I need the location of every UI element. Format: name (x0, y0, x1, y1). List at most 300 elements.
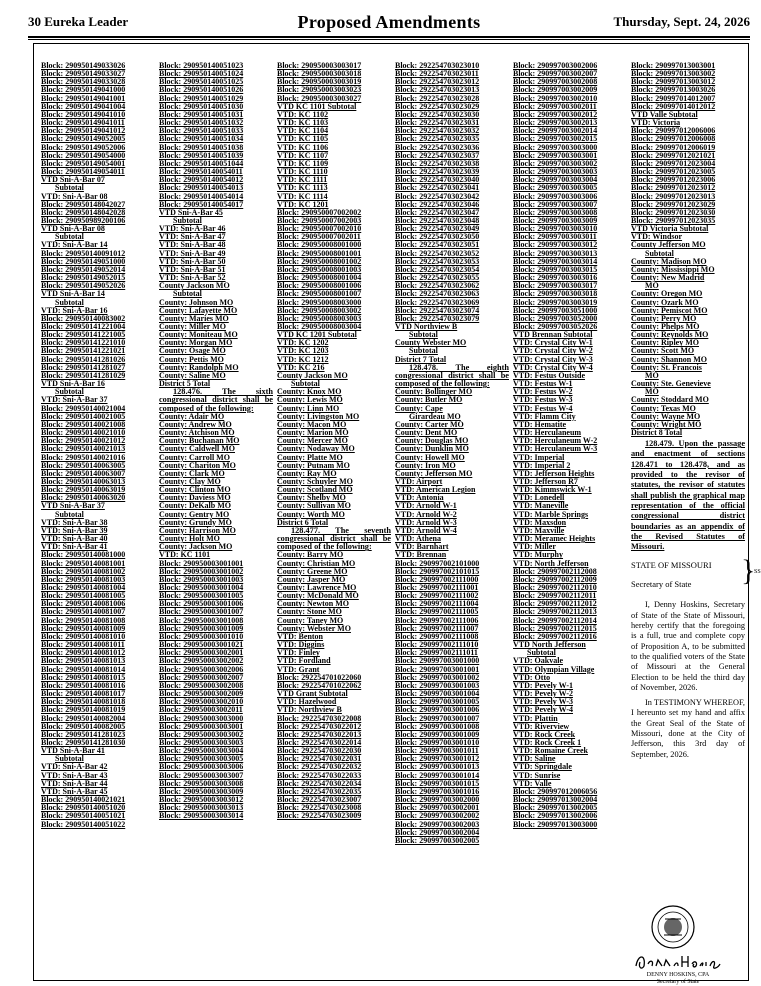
block-entry: Block: 290950140021004 (41, 403, 126, 413)
vtd-entry: VTD Sni-A-Bar 07 (41, 175, 105, 185)
county-entry: County: Ozark MO (631, 297, 699, 307)
county-entry: County: Newton MO (277, 599, 349, 609)
vtd-entry: VTD: American Legion (395, 485, 476, 495)
block-entry: Block: 292254703023030 (395, 109, 480, 119)
block-entry: Block: 290950003003013 (159, 803, 244, 813)
vtd-entry: VTD Brennan Subtotal (513, 330, 593, 340)
vtd-entry: VTD: Athena (395, 534, 442, 544)
county-entry: County: Chariton MO (159, 460, 236, 470)
header-rule (28, 36, 750, 38)
block-entry: Block: 290997002112012 (513, 599, 597, 609)
block-entry: Block: 292254703022012 (277, 721, 362, 731)
vtd-entry: VTD: KC 1203 (277, 346, 329, 356)
block-entry: Block: 292254703023029 (395, 101, 480, 111)
block-entry: Block: 290997012023013 (631, 191, 716, 201)
county-entry: County: Jefferson MO (395, 468, 473, 478)
block-entry: Block: 290997003001004 (395, 689, 480, 699)
county-entry: County: McDonald MO (277, 591, 359, 601)
block-entry: Block: 290997003002000 (395, 795, 480, 805)
vtd-entry: VTD: Maneville (513, 501, 569, 511)
block-entry: Block: 290997003001000 (395, 656, 480, 666)
vtd-entry: VTD: Sni-A-Bar 49 (159, 248, 226, 258)
entry-subtotal-line: Subtotal (291, 379, 320, 389)
block-entry: Block: 290950007002003 (277, 215, 362, 225)
vtd-entry: VTD: Grant (277, 664, 320, 674)
issue-date: Thursday, Sept. 24, 2026 (613, 14, 750, 29)
county-entry: County: Holt MO (159, 534, 220, 544)
block-entry: Block: 290997003001012 (395, 754, 480, 764)
block-entry: Block: 290950003003017 (277, 61, 362, 70)
county-entry: County: Barry MO (277, 550, 344, 560)
block-entry: Block: 290997013003001 (631, 61, 716, 70)
block-entry: Block: 290997002111002 (395, 591, 479, 601)
vtd-entry: VTD: Springdale (513, 762, 572, 772)
block-entry: Block: 292254703023069 (395, 297, 480, 307)
vtd-entry: VTD: Jefferson R7 (513, 476, 578, 486)
block-entry: Block: 290997013002004 (513, 795, 598, 805)
block-entry: Block: 290997002111011 (395, 648, 478, 658)
county-entry: County: Dunklin MO (395, 444, 469, 454)
entry-subtotal-line: Subtotal (55, 509, 84, 519)
block-entry: Block: 290950149033028 (41, 77, 126, 87)
block-entry: Block: 290950140051021 (41, 811, 126, 821)
vtd-entry: VTD: KC 1212 (277, 354, 329, 364)
block-entry: Block: 290950140051025 (159, 77, 244, 87)
entry-subtotal-line: Subtotal (55, 232, 84, 242)
vtd-entry: VTD: Imperial 2 (513, 460, 571, 470)
block-entry: Block: 290997003052026 (513, 322, 598, 331)
block-entry: Block: 290950149054001 (41, 158, 126, 168)
block-entry: Block: 290950003001009 (159, 623, 244, 633)
vtd-entry: VTD Valle Subtotal (631, 109, 698, 119)
block-entry: Block: 290997014012012 (631, 101, 716, 111)
county-entry: County: Johnson MO (159, 297, 234, 307)
block-entry: Block: 290950008001000 (277, 240, 362, 250)
vtd-entry: VTD: Pevely W-4 (513, 705, 573, 715)
block-entry: Block: 290950003001001 (159, 558, 244, 568)
vtd-entry: VTD: Murphy (513, 550, 564, 560)
block-entry: Block: 292254703023055 (395, 273, 480, 283)
block-entry: Block: 290950140054014 (159, 191, 244, 201)
block-entry: Block: 292254703023013 (395, 85, 480, 95)
vtd-entry: VTD: Sni-A-Bar 38 (41, 517, 108, 527)
vtd-entry: VTD: Riverview (513, 721, 570, 731)
county-entry: County: Ripley MO (631, 338, 699, 348)
block-entry: Block: 290997003001013 (395, 762, 480, 772)
vtd-entry: VTD: Saline (513, 754, 556, 764)
block-entry: Block: 290950140051032 (159, 118, 244, 128)
block-entry: Block: 290997002111004 (395, 599, 479, 609)
block-entry: Block: 290950003002011 (159, 705, 243, 715)
county-entry: County: Putnam MO (277, 460, 350, 470)
block-entry: Block: 290997002112008 (513, 566, 597, 576)
block-entry: Block: 290950140021013 (41, 444, 126, 454)
vtd-entry: VTD: Festus W-3 (513, 395, 573, 405)
block-entry: Block: 290997012006019 (631, 142, 716, 152)
ss-label: SS (754, 569, 761, 576)
county-entry: County: Mercer MO (277, 436, 348, 446)
entry-subtotal-line: MO (645, 281, 659, 291)
block-entry: Block: 290997002112013 (513, 607, 597, 617)
block-entry: Block: 290950003003007 (159, 770, 244, 780)
block-entry: Block: 290950140083002 (41, 313, 126, 323)
block-entry: Block: 290997003002015 (513, 134, 598, 144)
block-entry: Block: 292254703023053 (395, 256, 480, 266)
block-entry: Block: 290950140054013 (159, 183, 244, 193)
block-entry: Block: 290950149041012 (41, 126, 126, 136)
block-entry: Block: 290950140054012 (159, 175, 244, 185)
entry-subtotal-line: Subtotal (173, 289, 202, 299)
vtd-entry: VTD Sni-A-Bar 16 (41, 379, 105, 389)
block-entry: Block: 292254703022031 (277, 754, 362, 764)
block-entry: Block: 290950140051034 (159, 134, 244, 144)
county-entry: County: Clinton MO (159, 485, 231, 495)
county-entry: County: Linn MO (277, 403, 340, 413)
block-entry: Block: 292254703023031 (395, 118, 480, 128)
block-entry: Block: 290950989200106 (41, 215, 126, 225)
block-entry: Block: 292254703022013 (277, 729, 362, 739)
vtd-entry: VTD: Sni-A-Bar 43 (41, 770, 108, 780)
vtd-entry: VTD: Sni-A-Bar 47 (159, 232, 226, 242)
block-entry: Block: 290997002112014 (513, 615, 597, 625)
section-paragraph: 128.476. The sixth congressional district shall be composed of the following: (159, 387, 273, 413)
block-entry: Block: 290997003003013 (513, 248, 598, 258)
block-entry: Block: 292254703023047 (395, 207, 480, 217)
block-entry: Block: 290997002112016 (513, 631, 597, 641)
vtd-entry: VTD Sni-A-Bar 14 (41, 289, 105, 299)
block-entry: Block: 290950140051038 (159, 142, 244, 152)
block-entry: Block: 290950003003023 (277, 85, 362, 95)
vtd-entry: VTD: Miller (513, 542, 556, 552)
vtd-entry: VTD: North Jefferson (513, 558, 589, 568)
block-entry: Block: 292254703023074 (395, 305, 480, 315)
block-entry: Block: 290997002111007 (395, 623, 479, 633)
block-entry: Block: 290950141281029 (41, 370, 126, 380)
signer-title: Secretary of State (656, 979, 700, 985)
vtd-entry: VTD: Sni-A-Bar 44 (41, 778, 108, 788)
block-entry: Block: 290950003003019 (277, 77, 362, 87)
column-1 (41, 62, 155, 829)
block-entry: Block: 290950008003000 (277, 297, 362, 307)
page-number-paper: 30 Eureka Leader (28, 14, 129, 29)
block-entry: Block: 290950140063005 (41, 460, 126, 470)
block-entry: Block: 290997012023006 (631, 175, 716, 185)
block-entry: Block: 290997002101015 (395, 566, 480, 576)
vtd-entry: VTD: Festus W-2 (513, 387, 573, 397)
block-entry: Block: 290950140081000 (41, 550, 126, 560)
block-entry: Block: 290950140021021 (41, 795, 126, 805)
county-entry: County: Taney MO (277, 615, 344, 625)
county-entry: County: Saline MO (159, 370, 226, 380)
block-entry: Block: 290950149033027 (41, 69, 126, 79)
county-entry: County: New Madrid (631, 273, 705, 283)
vtd-entry: VTD Sni-A-Bar 41 (41, 746, 105, 756)
vtd-entry: VTD: Sni-A-Bar 51 (159, 264, 226, 274)
block-entry: Block: 292254701022060 (277, 672, 362, 682)
block-entry: Block: 290997002111001 (395, 583, 479, 592)
county-entry: County: Daviess MO (159, 493, 231, 503)
county-entry: County: Texas MO (631, 403, 696, 413)
vtd-entry: VTD: Sunrise (513, 770, 561, 780)
vtd-entry: VTD: Festus W-1 (513, 379, 573, 389)
block-entry: Block: 290950140082004 (41, 713, 126, 723)
vtd-entry: VTD: Crystal City W-2 (513, 346, 593, 356)
vtd-entry: VTD Grant Subtotal (277, 689, 348, 699)
vtd-entry: VTD: Sni-A-Bar 39 (41, 525, 108, 535)
block-entry: Block: 290997002112010 (513, 583, 597, 592)
block-entry: Block: 290997003001006 (395, 705, 480, 715)
block-entry: Block: 290950003001005 (159, 591, 244, 601)
block-entry: Block: 290997002101000 (395, 558, 480, 568)
block-entry: Block: 290997003003005 (513, 183, 598, 193)
vtd-entry: VTD: Imperial (513, 452, 565, 462)
block-entry: Block: 290997012021021 (631, 150, 716, 160)
county-entry: County: Platte MO (277, 452, 343, 462)
block-entry: Block: 290997003003018 (513, 289, 598, 299)
block-entry: Block: 290950140051033 (159, 126, 244, 136)
block-entry: Block: 290997003002011 (513, 101, 597, 111)
county-entry: County: Shannon MO (631, 354, 708, 364)
block-entry: Block: 290950003001007 (159, 607, 244, 617)
block-entry: Block: 290950141221005 (41, 330, 126, 340)
block-entry: Block: 290997003003000 (513, 142, 598, 152)
vtd-entry: VTD North Jefferson (513, 640, 586, 650)
block-entry: Block: 290950003003009 (159, 786, 244, 796)
vtd-entry: VTD: Sni-A-Bar 08 (41, 191, 108, 201)
county-entry: County: Lafayette MO (159, 305, 238, 315)
block-entry: Block: 292254703023038 (395, 158, 480, 168)
vtd-entry: VTD: Sni-A-Bar 50 (159, 256, 226, 266)
vtd-entry: VTD: KC 1105 (277, 134, 329, 144)
block-entry: Block: 290950140081009 (41, 623, 126, 633)
block-entry: Block: 290950003002007 (159, 672, 244, 682)
block-entry: Block: 290997002111008 (395, 631, 479, 641)
block-entry: Block: 290997012006056 (513, 786, 598, 796)
vtd-entry: VTD: Sni-A-Bar 16 (41, 305, 108, 315)
vtd-entry: VTD: Arnold W-2 (395, 509, 457, 519)
block-entry: Block: 290950140051024 (159, 69, 244, 79)
block-entry: Block: 290950003002001 (159, 648, 244, 658)
block-entry: Block: 290997012006008 (631, 134, 716, 144)
block-entry: Block: 292254703023028 (395, 93, 480, 103)
block-entry: Block: 290950140081014 (41, 664, 126, 674)
block-entry: Block: 290997003003004 (513, 175, 598, 185)
county-entry: County: Worth MO (277, 509, 345, 519)
block-entry: Block: 290997003003011 (513, 232, 597, 242)
block-entry: Block: 290950003003001 (159, 721, 244, 731)
vtd-entry: VTD: Antonia (395, 493, 444, 503)
closing-paragraph: 128.479. Upon the passage and enactment of sections 128.471 to 128.478, and as provided to the revisor of statutes, the revisor of statutes shall publish the graphical map representation of the official congressional district boundaries as an appendix of the Revised Statutes of Missouri. (631, 439, 745, 552)
entry-subtotal-line: Subtotal (173, 215, 202, 225)
block-entry: Block: 292254703023046 (395, 199, 480, 209)
county-entry: County: Ste. Genevieve (631, 379, 711, 389)
block-entry: Block: 290950141281023 (41, 729, 126, 739)
block-entry: Block: 290950003003012 (159, 795, 244, 805)
county-entry: County: Reynolds MO (631, 330, 709, 340)
block-entry: Block: 290950140081003 (41, 574, 126, 584)
vtd-entry: VTD: Fordland (277, 656, 331, 666)
district-total: District 7 Total (395, 354, 447, 364)
vtd-entry: VTD: Hematite (513, 419, 567, 429)
vtd-entry: VTD: Arnold W-1 (395, 501, 457, 511)
block-entry: Block: 290950140081002 (41, 566, 126, 576)
block-entry: Block: 292254703023054 (395, 264, 480, 274)
block-entry: Block: 290997003001001 (395, 664, 480, 674)
vtd-entry: VTD: Finley (277, 648, 320, 658)
block-entry: Block: 290997003003014 (513, 256, 598, 266)
vtd-entry: VTD: Airport (395, 476, 443, 486)
entry-subtotal-line: Subtotal (409, 346, 438, 356)
block-entry: Block: 290950140081015 (41, 672, 126, 682)
county-entry: County: Miller MO (159, 322, 226, 331)
column-6 (631, 62, 745, 765)
vtd-entry: VTD: KC 1111 (277, 175, 328, 185)
block-entry: Block: 290950140081007 (41, 607, 126, 617)
vtd-entry: VTD: Arnold W-4 (395, 525, 457, 535)
vtd-entry: VTD: Marble Springs (513, 509, 589, 519)
county-entry: County: Webster MO (277, 623, 351, 633)
vtd-entry: VTD: KC 1201 (277, 199, 329, 209)
block-entry: Block: 290950141221021 (41, 346, 126, 356)
block-entry: Block: 290950149052015 (41, 273, 126, 283)
block-entry: Block: 290997012023029 (631, 199, 716, 209)
block-entry: Block: 290950003003006 (159, 762, 244, 772)
ss-brace: } (741, 554, 756, 588)
block-entry: Block: 290997002111010 (395, 640, 479, 650)
entry-subtotal-line: Subtotal (55, 183, 84, 193)
block-entry: Block: 290950003003018 (277, 69, 362, 79)
block-entry: Block: 290950003003014 (159, 811, 244, 821)
county-entry: County: Grundy MO (159, 517, 232, 527)
vtd-entry: VTD: KC 1104 (277, 126, 329, 136)
block-entry: Block: 290950003001003 (159, 574, 244, 584)
block-entry: Block: 290997003002006 (513, 61, 598, 70)
vtd-entry: VTD: Victoria (631, 118, 681, 128)
vtd-entry: VTD KC 1101 Subtotal (277, 101, 357, 111)
block-entry: Block: 290950003001021 (159, 640, 244, 650)
county-entry: County: Greene MO (277, 566, 348, 576)
block-entry: Block: 290997003003009 (513, 215, 598, 225)
certificate-office: Secretary of State (631, 579, 692, 590)
block-entry: Block: 290950140082005 (41, 721, 126, 731)
county-entry: County: Iron MO (395, 460, 456, 470)
block-entry: Block: 290950003001002 (159, 566, 244, 576)
county-entry: County: Livingston MO (277, 411, 360, 421)
block-entry: Block: 290950003002008 (159, 680, 244, 690)
district-total: District 6 Total (277, 517, 329, 527)
block-entry: Block: 290950149054011 (41, 167, 125, 177)
entry-subtotal-line: Subtotal (55, 387, 84, 397)
block-entry: Block: 290997003002003 (395, 819, 480, 829)
block-entry: Block: 290997013002006 (513, 811, 598, 821)
block-entry: Block: 290950141281030 (41, 737, 126, 747)
block-entry: Block: 290950008001006 (277, 281, 362, 291)
vtd-entry: VTD: KC 1109 (277, 158, 329, 168)
county-entry: County: Madison MO (631, 256, 707, 266)
block-entry: Block: 290950141281027 (41, 362, 126, 372)
county-entry: County: Marion MO (277, 428, 349, 438)
county-entry: County: Wayne MO (631, 411, 701, 421)
block-entry: Block: 290997003001002 (395, 672, 480, 682)
testimony-paragraph: In TESTIMONY WHEREOF, I hereunto set my hand and affix the Great Seal of the State of Missouri, done at the City of Jefferson, this 3rd day of September, 2026. (631, 698, 745, 759)
county-entry: County: Stone MO (277, 607, 342, 617)
block-entry: Block: 290950003003008 (159, 778, 244, 788)
block-entry: Block: 290950140051044 (159, 158, 244, 168)
block-entry: Block: 290950140021008 (41, 419, 126, 429)
county-entry: County: Wright MO (631, 419, 702, 429)
block-entry: Block: 290950007002010 (277, 224, 362, 234)
vtd-entry: VTD: Pevely W-3 (513, 697, 573, 707)
vtd-entry: VTD: Sni-A-Bar 46 (159, 224, 226, 234)
county-entry: County: Randolph MO (159, 362, 239, 372)
block-entry: Block: 290997013003002 (631, 69, 716, 79)
county-entry: County Jackson MO (159, 281, 230, 291)
county-entry: County Jackson MO (277, 370, 348, 380)
county-entry: County: St. Francois (631, 362, 702, 372)
block-entry: Block: 290950140063019 (41, 485, 126, 495)
block-entry: Block: 292254701022062 (277, 680, 362, 690)
vtd-entry: VTD: Sni-A-Bar 37 (41, 395, 108, 405)
county-entry: County: Maries MO (159, 313, 229, 323)
county-entry: County: Stoddard MO (631, 395, 709, 405)
section-paragraph: 128.477. The seventh congressional district shall be composed of the following: (277, 525, 391, 552)
block-entry: Block: 290950149054000 (41, 150, 126, 160)
vtd-entry: VTD: Valle (513, 778, 552, 788)
block-entry: Block: 290997002111006 (395, 615, 479, 625)
block-entry: Block: 290997012023012 (631, 183, 716, 193)
block-entry: Block: 290950140081017 (41, 689, 126, 699)
block-entry: Block: 290997003002008 (513, 77, 598, 87)
block-entry: Block: 290997003003010 (513, 224, 598, 234)
county-entry: County: Gentry MO (159, 509, 230, 519)
county-entry: County: Macon MO (277, 419, 347, 429)
block-entry: Block: 292254703023008 (277, 803, 362, 813)
block-entry: Block: 290950140051020 (41, 803, 126, 813)
block-entry: Block: 292254703023037 (395, 150, 480, 160)
county-entry: County: DeKalb MO (159, 501, 231, 511)
vtd-entry: VTD: Rock Creek (513, 729, 576, 739)
block-entry: Block: 290950140021005 (41, 411, 126, 421)
vtd-entry: VTD: Plattin (513, 713, 558, 723)
block-entry: Block: 290997002111000 (395, 574, 479, 584)
block-entry: Block: 290950148042027 (41, 199, 126, 209)
block-entry: Block: 290950140063007 (41, 468, 126, 478)
block-entry: Block: 290997003002005 (395, 835, 480, 845)
block-entry: Block: 292254703023032 (395, 126, 480, 136)
block-entry: Block: 290997013003026 (631, 85, 716, 95)
block-entry: Block: 290950149052005 (41, 134, 126, 144)
vtd-entry: VTD: Pevely W-1 (513, 680, 573, 690)
county-entry: County: Nodaway MO (277, 444, 355, 454)
block-entry: Block: 290950008003003 (277, 313, 362, 323)
block-entry: Block: 290997003002001 (395, 803, 480, 813)
vtd-entry: VTD: Barnhart (395, 542, 449, 552)
block-entry: Block: 290950007002002 (277, 207, 362, 217)
county-entry: County: Dent MO (395, 428, 458, 438)
block-entry: Block: 292254703023035 (395, 134, 480, 144)
block-entry: Block: 290997002112009 (513, 574, 597, 584)
county-entry: County: Lewis MO (277, 395, 343, 405)
county-entry: County: Clay MO (159, 476, 221, 486)
block-entry: Block: 290950140081018 (41, 697, 126, 707)
block-entry: Block: 290950003001010 (159, 631, 244, 641)
block-entry: Block: 290997003003017 (513, 281, 598, 291)
block-entry: Block: 292254703023063 (395, 289, 480, 299)
block-entry: Block: 290950003001006 (159, 599, 244, 609)
block-entry: Block: 290950140081001 (41, 558, 126, 568)
block-entry: Block: 292254703022008 (277, 713, 362, 723)
block-entry: Block: 292254703023009 (277, 811, 362, 821)
